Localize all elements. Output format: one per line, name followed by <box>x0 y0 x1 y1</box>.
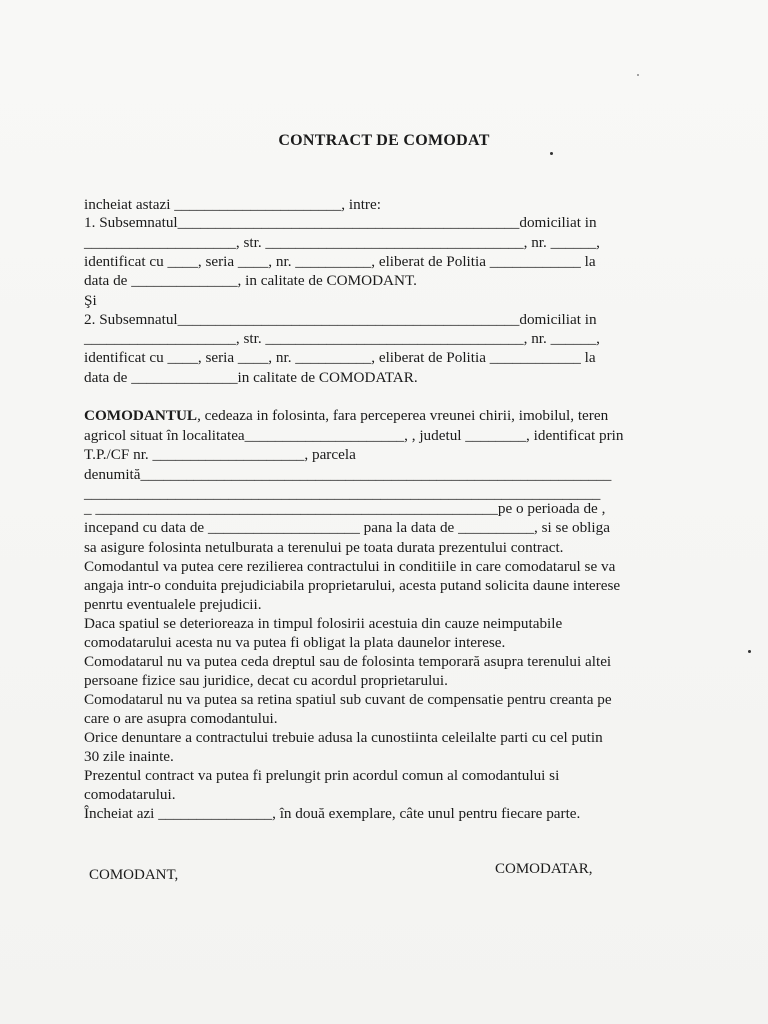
contract-line-text: 2. Subsemnatul_____________________________________________domiciliat in <box>84 311 597 328</box>
contract-line <box>84 729 603 747</box>
contract-line-text: 1. Subsemnatul_____________________________________________domiciliat in <box>84 214 597 231</box>
contract-line <box>84 272 417 290</box>
contract-line-text: care o are asupra comodantului. <box>84 710 278 727</box>
contract-line <box>84 539 563 557</box>
contract-line-text: comodatarului. <box>84 786 176 803</box>
contract-line <box>84 234 600 252</box>
contract-line <box>84 596 262 614</box>
contract-line <box>84 349 596 367</box>
contract-line <box>84 253 596 271</box>
contract-line-text: angaja intr-o conduita prejudiciabila proprietarului, acesta putand solicita daune interese <box>84 577 621 594</box>
contract-line-text: Comodatarul nu va putea sa retina spatiul sub cuvant de compensatie pentru creanta pe <box>84 691 612 708</box>
contract-line <box>84 691 612 709</box>
contract-line <box>84 311 597 329</box>
contract-line-text: incepand cu data de ____________________ pana la data de __________, si se obliga <box>84 519 610 536</box>
contract-line-text: agricol situat în localitatea_____________________, , judetul ________, identificat prin <box>84 427 624 444</box>
contract-line-text: penrtu eventualele prejudicii. <box>84 596 262 613</box>
contract-line <box>84 330 600 348</box>
contract-line <box>84 519 610 537</box>
contract-line-text: Daca spatiul se deterioreaza in timpul folosirii acestuia din cauze neimputabile <box>84 615 563 632</box>
contract-line-text: comodatarului acesta nu va putea fi obligat la plata daunelor interese. <box>84 634 506 651</box>
scan-speck <box>748 650 751 653</box>
contract-line-text: ____________________, str. __________________________________, nr. ______, <box>84 330 600 347</box>
contract-line-text: ____________________, str. __________________________________, nr. ______, <box>84 234 600 251</box>
contract-line <box>84 446 356 464</box>
contract-line <box>84 369 418 387</box>
contract-line <box>84 615 562 633</box>
signature-comodatar-label: COMODATAR, <box>495 861 593 877</box>
scan-speck <box>550 152 553 155</box>
contract-line-text: Comodantul va putea cere rezilierea contractului in conditiile in care comodatarul se va <box>84 558 616 575</box>
contract-line <box>84 407 608 425</box>
signature-comodant-label: COMODANT, <box>89 867 179 883</box>
contract-line <box>84 558 615 576</box>
contract-line-text: persoane fizice sau juridice, decat cu acordul proprietarului. <box>84 672 448 689</box>
contract-line-text: sa asigure folosinta netulburata a terenului pe toata durata prezentului contract. <box>84 539 564 556</box>
party-name-bold: COMODANTUL <box>84 407 198 424</box>
contract-line <box>84 427 623 445</box>
contract-line-text: Orice denuntare a contractului trebuie adusa la cunostiinta celeilalte parti cu cel putin <box>84 729 603 746</box>
contract-line-text: T.P./CF nr. ____________________, parcela <box>84 446 356 463</box>
contract-line <box>84 214 597 232</box>
contract-line <box>84 748 174 766</box>
contract-line <box>84 672 448 690</box>
contract-line <box>84 767 559 785</box>
contract-line-text: 30 zile inainte. <box>84 748 174 765</box>
contract-line <box>84 653 611 671</box>
contract-line <box>84 805 580 823</box>
contract-line-text: ____________________________________________________________________ <box>84 485 601 502</box>
contract-line <box>84 500 605 518</box>
contract-line <box>84 196 381 214</box>
contract-line-text: identificat cu ____, seria ____, nr. __________, eliberat de Politia ____________ la <box>84 349 596 366</box>
contract-line <box>84 634 505 652</box>
contract-line-text: _ _____________________________________________________pe o perioada de , <box>84 500 606 517</box>
contract-line-text: data de ______________in calitate de COMODATAR. <box>84 369 418 386</box>
contract-line-text: Şi <box>84 292 97 309</box>
contract-line-text: denumită______________________________________________________________ <box>84 466 612 483</box>
contract-line-text: identificat cu ____, seria ____, nr. __________, eliberat de Politia ____________ la <box>84 253 596 270</box>
contract-line <box>84 466 611 484</box>
contract-line <box>84 577 620 595</box>
contract-line-text: data de ______________, in calitate de COMODANT. <box>84 272 417 289</box>
scan-speck <box>637 74 639 76</box>
contract-line <box>84 786 176 804</box>
contract-line-text: Prezentul contract va putea fi prelungit prin acordul comun al comodantului si <box>84 767 560 784</box>
contract-line-text: incheiat astazi ______________________, intre: <box>84 196 381 213</box>
contract-line-text: Încheiat azi _______________, în două exemplare, câte unul pentru fiecare parte. <box>84 805 581 822</box>
page-title: CONTRACT DE COMODAT <box>278 132 490 149</box>
contract-line-text: Comodatarul nu va putea ceda dreptul sau de folosinta temporară asupra terenului altei <box>84 653 612 670</box>
contract-line <box>84 292 97 310</box>
contract-line <box>84 710 278 728</box>
contract-line-text: , cedeaza in folosinta, fara perceperea vreunei chirii, imobilul, teren <box>197 407 609 424</box>
